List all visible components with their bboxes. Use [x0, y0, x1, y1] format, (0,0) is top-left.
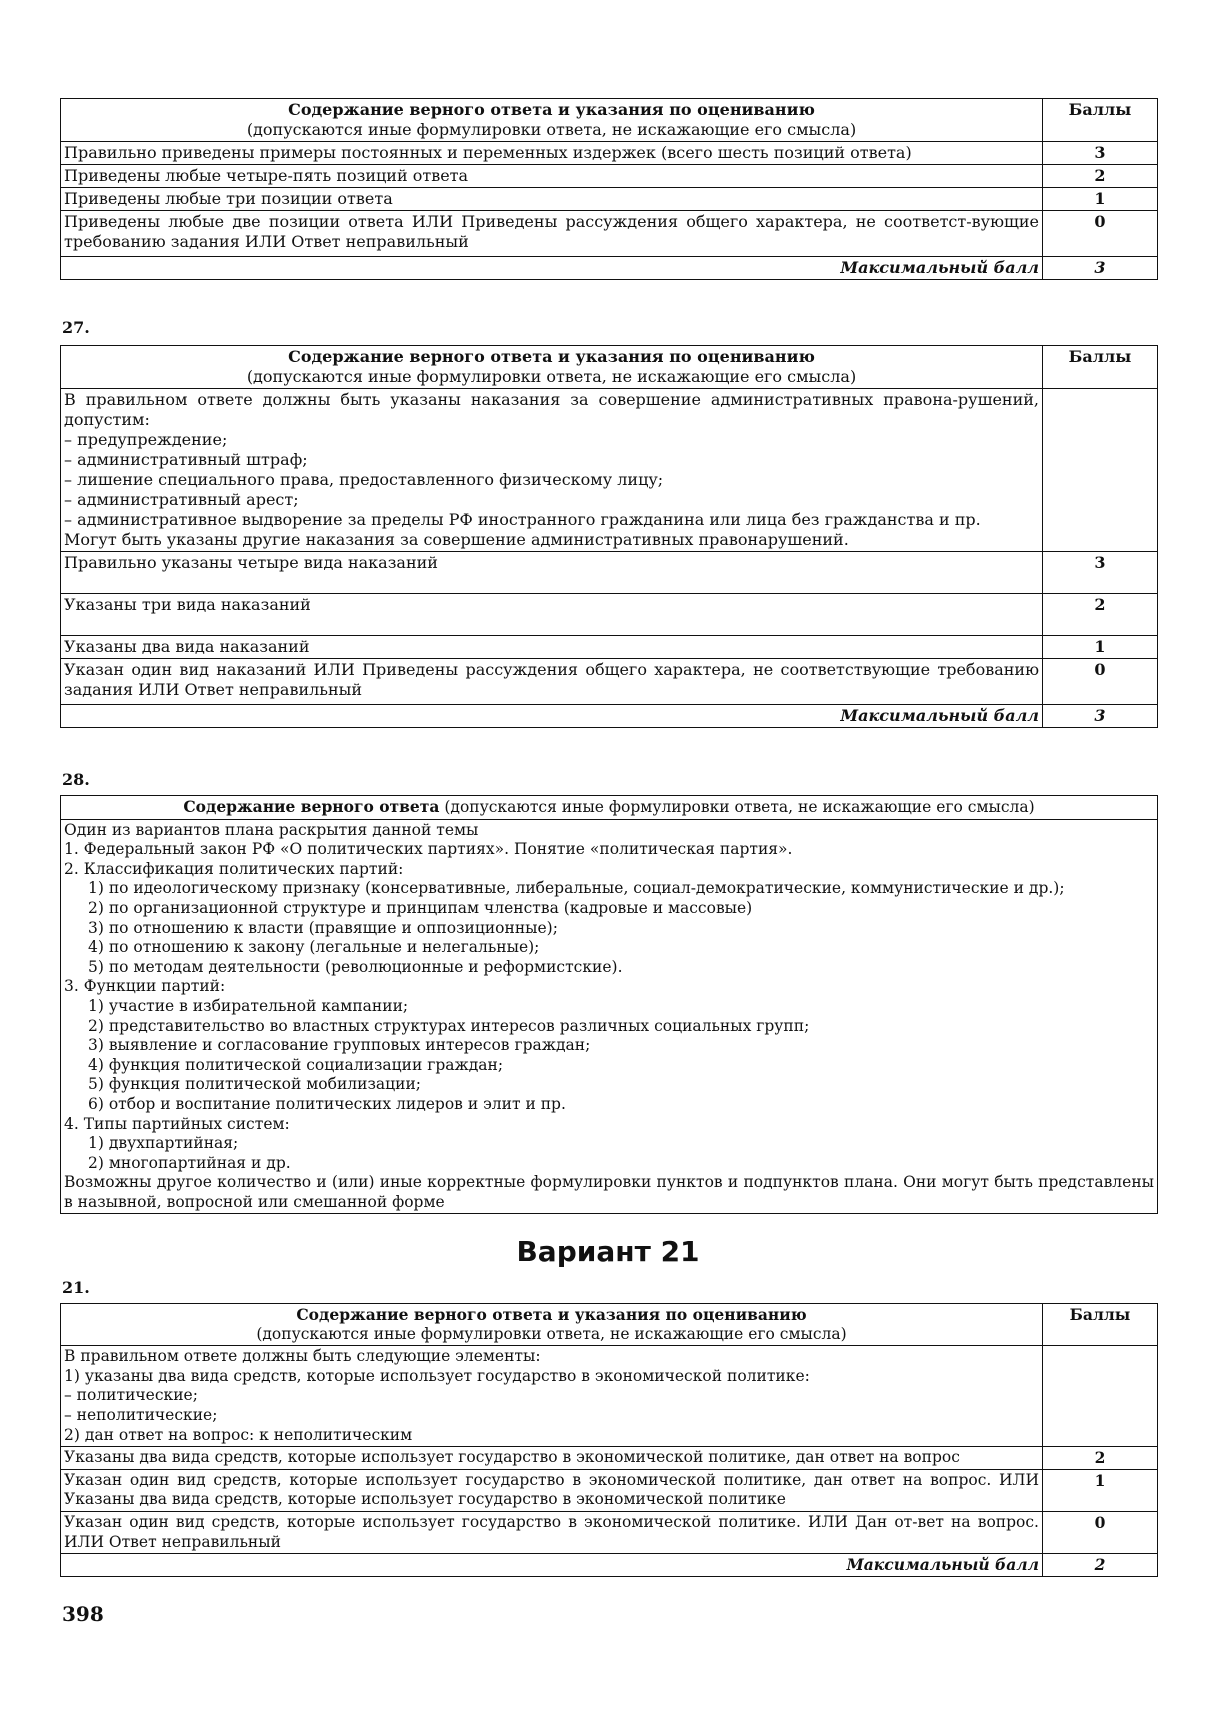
page-number: 398 — [62, 1602, 104, 1626]
table-26 — [60, 98, 1158, 280]
plan-line: 4. Типы партийных систем: — [64, 1114, 290, 1133]
header-bold: Содержание верного ответа — [183, 797, 440, 816]
criterion-text: Приведены любые две позиции ответа ИЛИ Приведены рассуждения общего характера, не соответст-вующие требованию задания ИЛИ Ответ неправильный — [61, 211, 1043, 257]
answer-line: – административный штраф; — [64, 450, 308, 469]
table-21 — [60, 1303, 1158, 1577]
answer-line: Могут быть указаны другие наказания за совершение административных правонарушений. — [64, 530, 849, 549]
answer-row — [61, 389, 1158, 552]
question-number-21: 21. — [62, 1278, 90, 1297]
plan-line: Один из вариантов плана раскрытия данной темы — [64, 820, 479, 839]
score-header: Баллы — [1043, 1304, 1158, 1346]
answer-line: – предупреждение; — [64, 430, 228, 449]
header-rest: (допускаются иные формулировки ответа, не искажающие его смысла) — [439, 798, 1035, 816]
answer-line: В правильном ответе должны быть следующие элементы: — [64, 1347, 541, 1366]
table-row — [61, 142, 1158, 165]
score-value: 0 — [1043, 1511, 1158, 1553]
variant-title: Вариант 21 — [516, 1235, 700, 1268]
header-content — [61, 346, 1043, 389]
table-row — [61, 1469, 1158, 1511]
plan-line: 5) по методам деятельности (революционные и реформистские). — [88, 957, 623, 976]
plan-line: 1) по идеологическому признаку (консервативные, либеральные, социал-демократические, коммунистические и др.); — [88, 879, 1065, 898]
max-score-label: Максимальный балл — [61, 1554, 1043, 1577]
header-title: Содержание верного ответа и указания по оцениванию — [288, 347, 815, 366]
score-value: 1 — [1043, 636, 1158, 659]
table-header — [61, 1304, 1158, 1346]
answer-content — [61, 1346, 1043, 1447]
plan-line: 1) участие в избирательной кампании; — [88, 996, 409, 1015]
score-value: 1 — [1043, 188, 1158, 211]
plan-line: 3) по отношению к власти (правящие и оппозиционные); — [88, 918, 558, 937]
max-score-value: 3 — [1043, 705, 1158, 728]
answer-content — [61, 389, 1043, 552]
max-score-label: Максимальный балл — [61, 257, 1043, 280]
score-empty — [1043, 1346, 1158, 1447]
answer-line: – административное выдворение за пределы РФ иностранного гражданина или лица без гражданства и пр. — [64, 510, 981, 529]
answer-line: 2) дан ответ на вопрос: к неполитическим — [64, 1425, 413, 1444]
question-number-28: 28. — [62, 770, 90, 789]
max-score-row — [61, 705, 1158, 728]
header-content — [61, 796, 1158, 820]
score-header: Баллы — [1043, 346, 1158, 389]
criterion-text: Указан один вид средств, которые использует государство в экономической политике, дан ответ на вопрос. ИЛИ Указаны два вида средств, которые использует государство в экономической политике — [61, 1469, 1043, 1511]
criterion-text: Приведены любые четыре-пять позиций ответа — [61, 165, 1043, 188]
table-row — [61, 211, 1158, 257]
plan-line: 2) по организационной структуре и принципам членства (кадровые и массовые) — [88, 898, 753, 917]
score-header: Баллы — [1043, 99, 1158, 142]
criterion-text: Приведены любые три позиции ответа — [61, 188, 1043, 211]
score-empty — [1043, 389, 1158, 552]
criterion-text: Правильно указаны четыре вида наказаний — [61, 552, 1043, 594]
header-content — [61, 99, 1043, 142]
score-value: 1 — [1043, 1469, 1158, 1511]
max-score-label: Максимальный балл — [61, 705, 1043, 728]
answer-line: – лишение специального права, предоставленного физическому лицу; — [64, 470, 664, 489]
table-header — [61, 99, 1158, 142]
plan-line: 1) двухпартийная; — [88, 1134, 239, 1153]
header-title: Содержание верного ответа и указания по оцениванию — [296, 1305, 807, 1324]
plan-line: 1. Федеральный закон РФ «О политических партиях». Понятие «политическая партия». — [64, 840, 793, 859]
question-number-27: 27. — [62, 318, 90, 337]
answer-line: – неполитические; — [64, 1405, 218, 1424]
max-score-row — [61, 257, 1158, 280]
table-row — [61, 636, 1158, 659]
plan-content — [61, 819, 1158, 1214]
score-value: 2 — [1043, 594, 1158, 636]
criterion-text: Указаны три вида наказаний — [61, 594, 1043, 636]
table-row — [61, 552, 1158, 594]
answer-row — [61, 1346, 1158, 1447]
table-row — [61, 1511, 1158, 1553]
table-row — [61, 659, 1158, 705]
score-value: 0 — [1043, 211, 1158, 257]
plan-line: 6) отбор и воспитание политических лидеров и элит и пр. — [88, 1094, 566, 1113]
plan-line: 2) представительство во властных структурах интересов различных социальных групп; — [88, 1016, 810, 1035]
plan-line: 3) выявление и согласование групповых интересов граждан; — [88, 1036, 591, 1055]
plan-line: Возможны другое количество и (или) иные корректные формулировки пунктов и подпунктов плана. Они могут быть представлены в назывной, вопросной или смешанной форме — [64, 1173, 1154, 1211]
max-score-row — [61, 1554, 1158, 1577]
table-row — [61, 165, 1158, 188]
table-header — [61, 796, 1158, 820]
max-score-value: 2 — [1043, 1554, 1158, 1577]
criterion-text: Указаны два вида средств, которые использует государство в экономической политике, дан ответ на вопрос — [61, 1447, 1043, 1470]
plan-line: 2) многопартийная и др. — [88, 1153, 291, 1172]
score-value: 2 — [1043, 165, 1158, 188]
criterion-text: Указаны два вида наказаний — [61, 636, 1043, 659]
table-row — [61, 1447, 1158, 1470]
score-value: 0 — [1043, 659, 1158, 705]
plan-line: 4) по отношению к закону (легальные и нелегальные); — [88, 938, 540, 957]
plan-line: 2. Классификация политических партий: — [64, 859, 404, 878]
header-title: Содержание верного ответа и указания по оцениванию — [288, 100, 815, 119]
table-row — [61, 594, 1158, 636]
plan-row — [61, 819, 1158, 1214]
answer-line: – административный арест; — [64, 490, 299, 509]
table-header — [61, 346, 1158, 389]
header-content — [61, 1304, 1043, 1346]
answer-line: В правильном ответе должны быть указаны наказания за совершение административных правона-рушений, допустим: — [64, 390, 1039, 429]
header-subtitle: (допускаются иные формулировки ответа, не искажающие его смысла) — [256, 1324, 847, 1343]
table-row — [61, 188, 1158, 211]
table-27 — [60, 345, 1158, 728]
answer-line: 1) указаны два вида средств, которые использует государство в экономической политике: — [64, 1366, 810, 1385]
criterion-text: Указан один вид наказаний ИЛИ Приведены рассуждения общего характера, не соответствующие требованию задания ИЛИ Ответ неправильный — [61, 659, 1043, 705]
criterion-text: Указан один вид средств, которые использует государство в экономической политике. ИЛИ Дан от-вет на вопрос. ИЛИ Ответ неправильный — [61, 1511, 1043, 1553]
max-score-value: 3 — [1043, 257, 1158, 280]
table-28 — [60, 795, 1158, 1214]
score-value: 3 — [1043, 142, 1158, 165]
plan-line: 4) функция политической социализации граждан; — [88, 1055, 504, 1074]
answer-line: – политические; — [64, 1386, 198, 1405]
header-subtitle: (допускаются иные формулировки ответа, не искажающие его смысла) — [246, 120, 857, 139]
plan-line: 3. Функции партий: — [64, 977, 226, 996]
score-value: 3 — [1043, 552, 1158, 594]
criterion-text: Правильно приведены примеры постоянных и переменных издержек (всего шесть позиций ответа) — [61, 142, 1043, 165]
score-value: 2 — [1043, 1447, 1158, 1470]
header-subtitle: (допускаются иные формулировки ответа, не искажающие его смысла) — [246, 367, 857, 386]
plan-line: 5) функция политической мобилизации; — [88, 1075, 422, 1094]
